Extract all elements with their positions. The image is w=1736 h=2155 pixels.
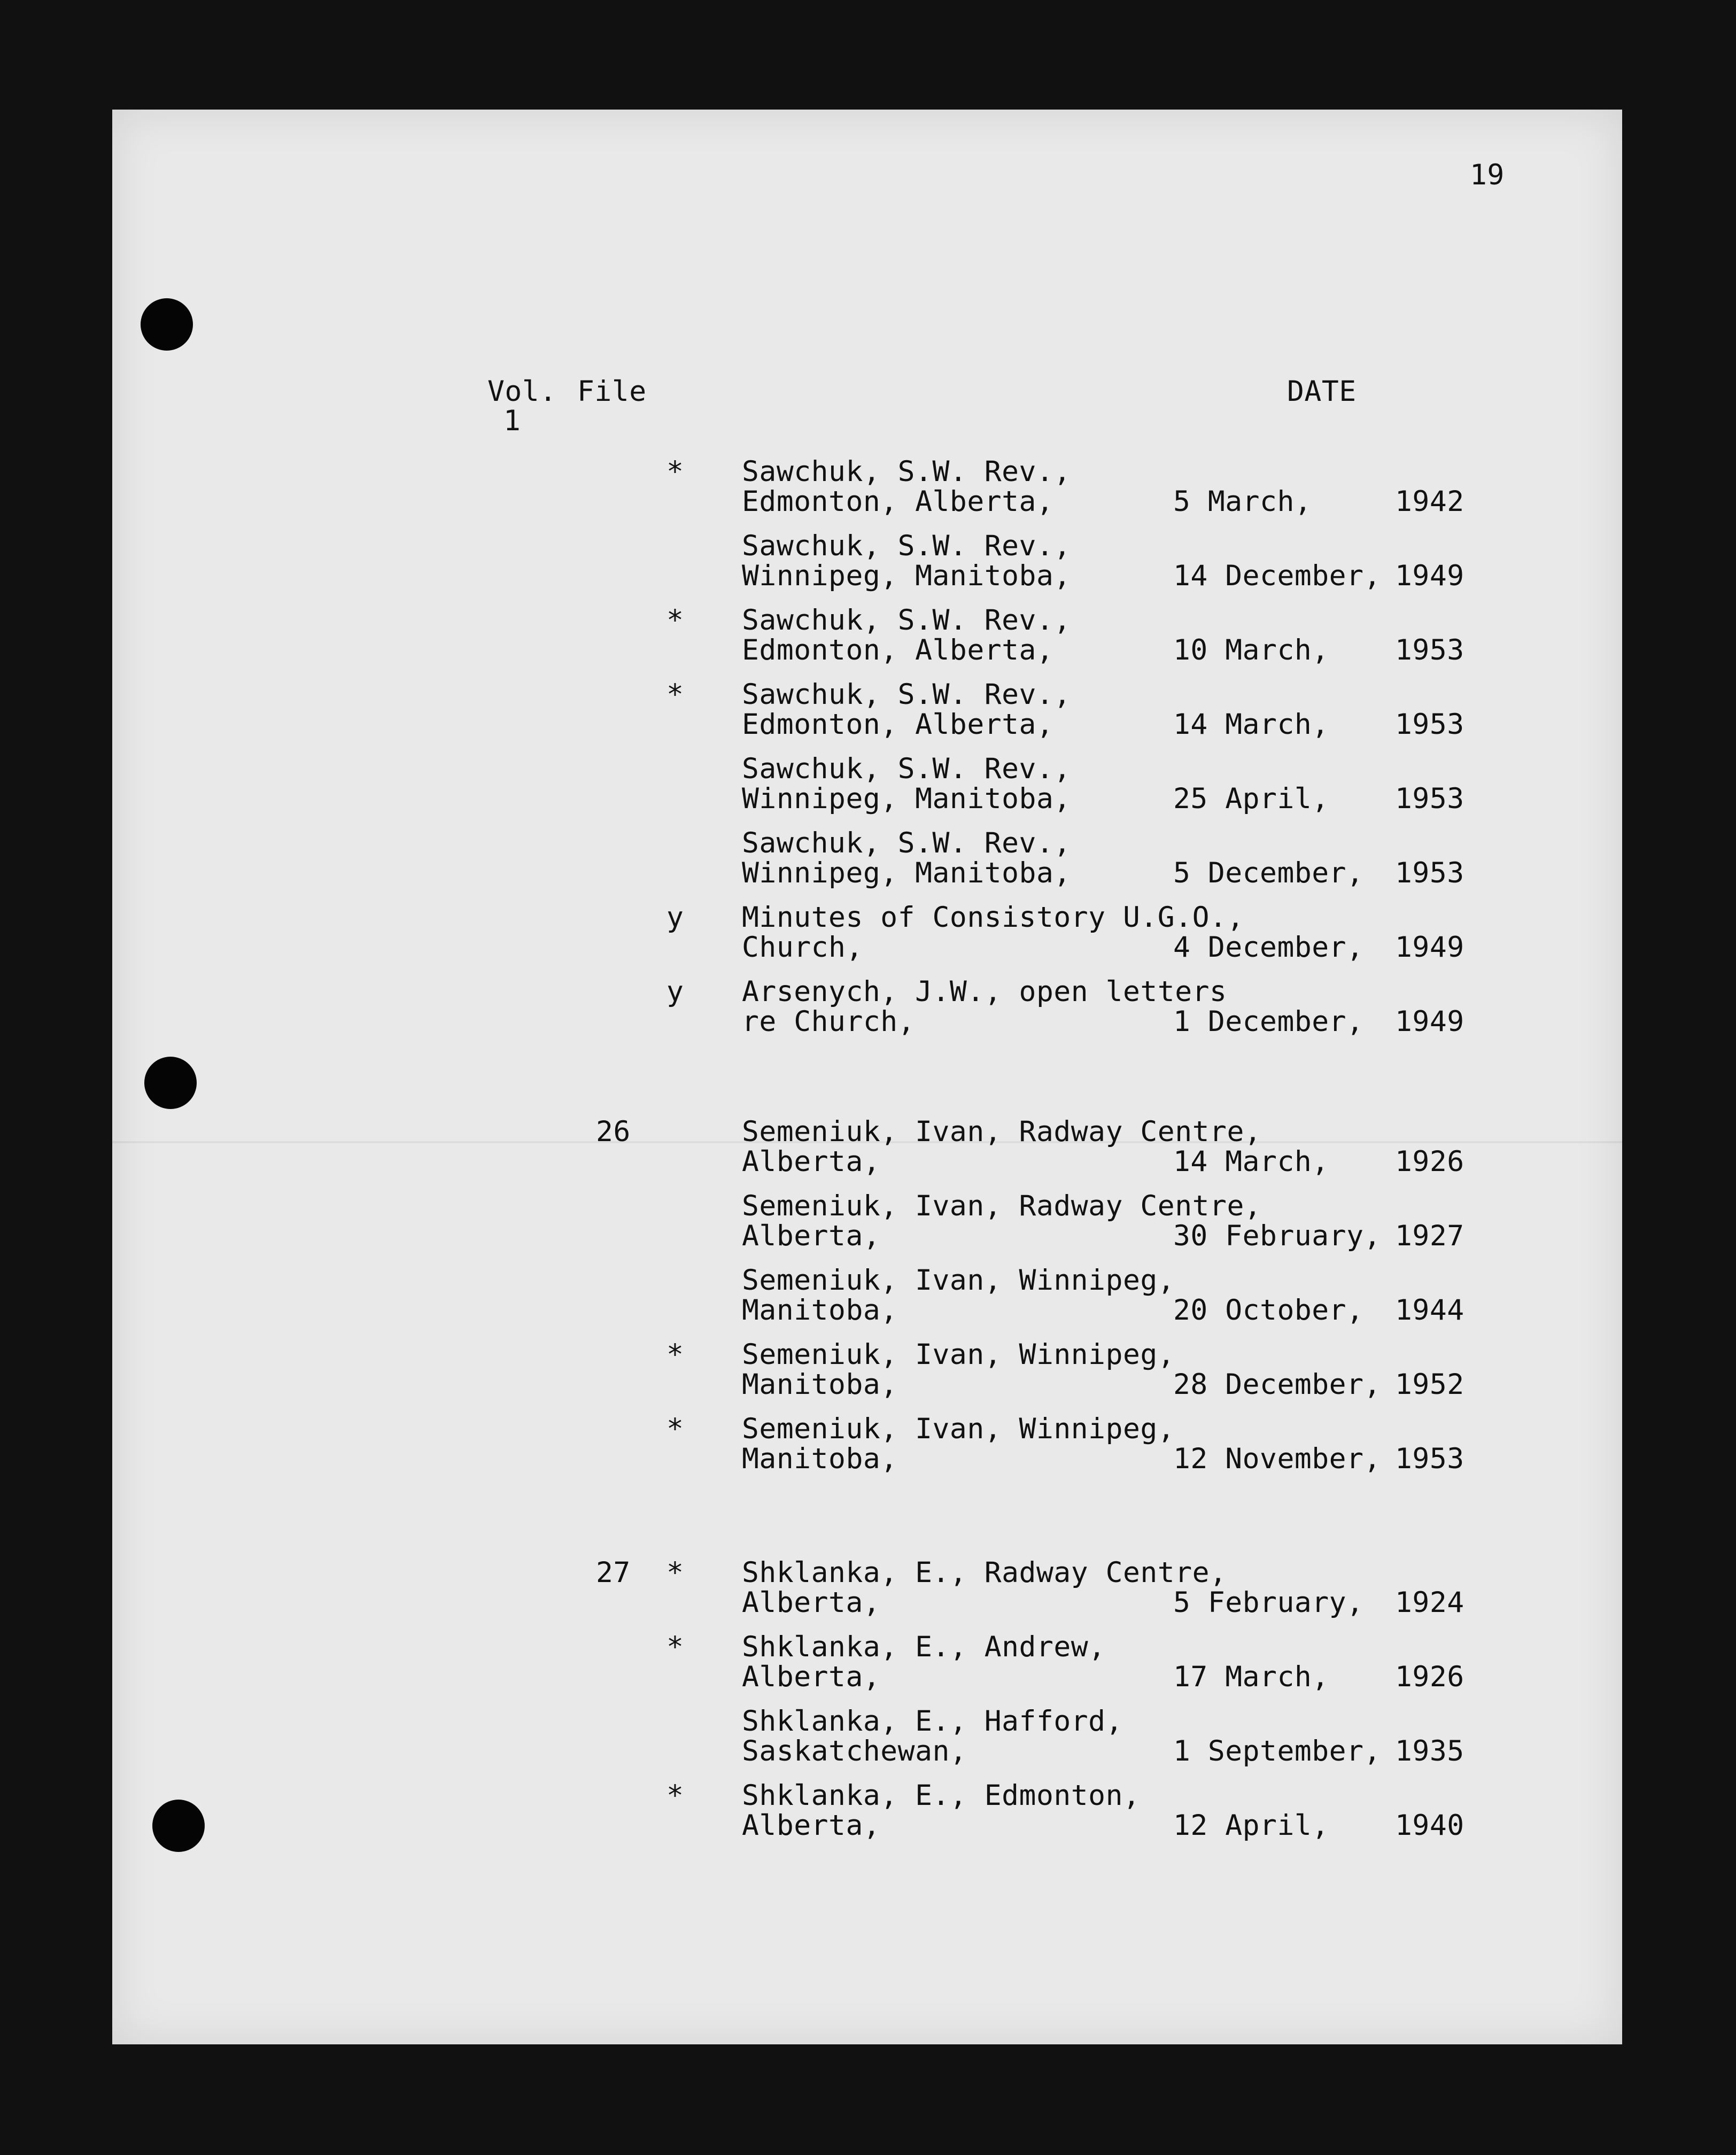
entry-mark: * (666, 455, 684, 488)
entry-date: 14 March, (1173, 708, 1329, 741)
entry-date: 25 April, (1173, 782, 1329, 815)
entry-mark: * (666, 1338, 684, 1371)
entry-year: 1944 (1395, 1294, 1464, 1327)
entry-place-line: Winnipeg, Manitoba, (742, 782, 1071, 815)
entry-year: 1953 (1395, 857, 1464, 889)
entry-name-line: Shklanka, E., Edmonton, (742, 1779, 1141, 1812)
entry-name-line: Sawchuk, S.W. Rev., (742, 530, 1071, 562)
entry-date: 17 March, (1173, 1661, 1329, 1693)
entry-year: 1940 (1395, 1809, 1464, 1842)
entry-place-line: Winnipeg, Manitoba, (742, 857, 1071, 889)
entry-name-line: Semeniuk, Ivan, Radway Centre, (742, 1115, 1262, 1148)
entry-mark: * (666, 1779, 684, 1812)
entry-place-line: Saskatchewan, (742, 1735, 967, 1768)
entry-year: 1935 (1395, 1735, 1464, 1768)
entry-name-line: Shklanka, E., Radway Centre, (742, 1556, 1227, 1589)
entry-mark: * (666, 1631, 684, 1663)
entry-year: 1953 (1395, 1443, 1464, 1475)
entry-year: 1952 (1395, 1368, 1464, 1401)
entry-date: 4 December, (1173, 931, 1364, 964)
document-page (112, 110, 1622, 2044)
entry-name-line: Minutes of Consistory U.G.O., (742, 901, 1244, 934)
entry-name-line: Semeniuk, Ivan, Winnipeg, (742, 1264, 1175, 1297)
entry-year: 1942 (1395, 485, 1464, 518)
entry-name-line: Sawchuk, S.W. Rev., (742, 678, 1071, 711)
entry-date: 12 April, (1173, 1809, 1329, 1842)
vol-header: Vol. (487, 375, 557, 408)
entry-year: 1949 (1395, 931, 1464, 964)
entry-year: 1953 (1395, 634, 1464, 666)
entry-place-line: Alberta, (742, 1145, 881, 1178)
entry-year: 1953 (1395, 708, 1464, 741)
punch-hole-bottom (152, 1800, 205, 1852)
entry-date: 20 October, (1173, 1294, 1364, 1327)
entry-place-line: Edmonton, Alberta, (742, 708, 1054, 741)
entry-name-line: Sawchuk, S.W. Rev., (742, 604, 1071, 637)
entry-name-line: Sawchuk, S.W. Rev., (742, 753, 1071, 785)
entry-date: 1 September, (1173, 1735, 1381, 1768)
entry-date: 5 March, (1173, 485, 1312, 518)
entry-name-line: Shklanka, E., Andrew, (742, 1631, 1106, 1663)
entry-place-line: Alberta, (742, 1220, 881, 1252)
entry-name-line: Arsenych, J.W., open letters (742, 975, 1227, 1008)
entry-place-line: re Church, (742, 1005, 916, 1038)
entry-year: 1926 (1395, 1145, 1464, 1178)
entry-year: 1953 (1395, 782, 1464, 815)
entry-year: 1924 (1395, 1586, 1464, 1619)
entry-year: 1949 (1395, 560, 1464, 592)
entry-place-line: Winnipeg, Manitoba, (742, 560, 1071, 592)
entry-date: 1 December, (1173, 1005, 1364, 1038)
entry-name-line: Semeniuk, Ivan, Winnipeg, (742, 1413, 1175, 1445)
file-number: 27 (596, 1556, 631, 1589)
entry-place-line: Alberta, (742, 1661, 881, 1693)
entry-mark: * (666, 604, 684, 637)
entry-mark: * (666, 1413, 684, 1445)
entry-mark: * (666, 1556, 684, 1589)
entry-date: 28 December, (1173, 1368, 1381, 1401)
entry-place-line: Manitoba, (742, 1443, 898, 1475)
entry-place-line: Alberta, (742, 1809, 881, 1842)
entry-place-line: Alberta, (742, 1586, 881, 1619)
entry-date: 14 December, (1173, 560, 1381, 592)
file-number: 26 (596, 1115, 631, 1148)
date-header: DATE (1287, 375, 1357, 408)
entry-year: 1949 (1395, 1005, 1464, 1038)
entry-place-line: Manitoba, (742, 1368, 898, 1401)
entry-date: 10 March, (1173, 634, 1329, 666)
entry-mark: y (666, 901, 684, 934)
entry-place-line: Edmonton, Alberta, (742, 485, 1054, 518)
entry-year: 1927 (1395, 1220, 1464, 1252)
entry-name-line: Sawchuk, S.W. Rev., (742, 455, 1071, 488)
entry-date: 30 February, (1173, 1220, 1381, 1252)
entry-date: 12 November, (1173, 1443, 1381, 1475)
entry-place-line: Manitoba, (742, 1294, 898, 1327)
punch-hole-middle (144, 1057, 197, 1109)
entry-place-line: Edmonton, Alberta, (742, 634, 1054, 666)
entry-name-line: Sawchuk, S.W. Rev., (742, 827, 1071, 859)
entry-mark: y (666, 975, 684, 1008)
punch-hole-top (141, 298, 193, 351)
entry-date: 5 December, (1173, 857, 1364, 889)
entry-mark: * (666, 678, 684, 711)
entry-date: 14 March, (1173, 1145, 1329, 1178)
entry-name-line: Semeniuk, Ivan, Radway Centre, (742, 1190, 1262, 1222)
entry-place-line: Church, (742, 931, 863, 964)
entry-name-line: Shklanka, E., Hafford, (742, 1705, 1123, 1738)
entry-year: 1926 (1395, 1661, 1464, 1693)
entry-name-line: Semeniuk, Ivan, Winnipeg, (742, 1338, 1175, 1371)
vol-value: 1 (503, 405, 521, 437)
entry-date: 5 February, (1173, 1586, 1364, 1619)
file-header: File (577, 375, 647, 408)
page-number: 19 (1470, 159, 1505, 191)
